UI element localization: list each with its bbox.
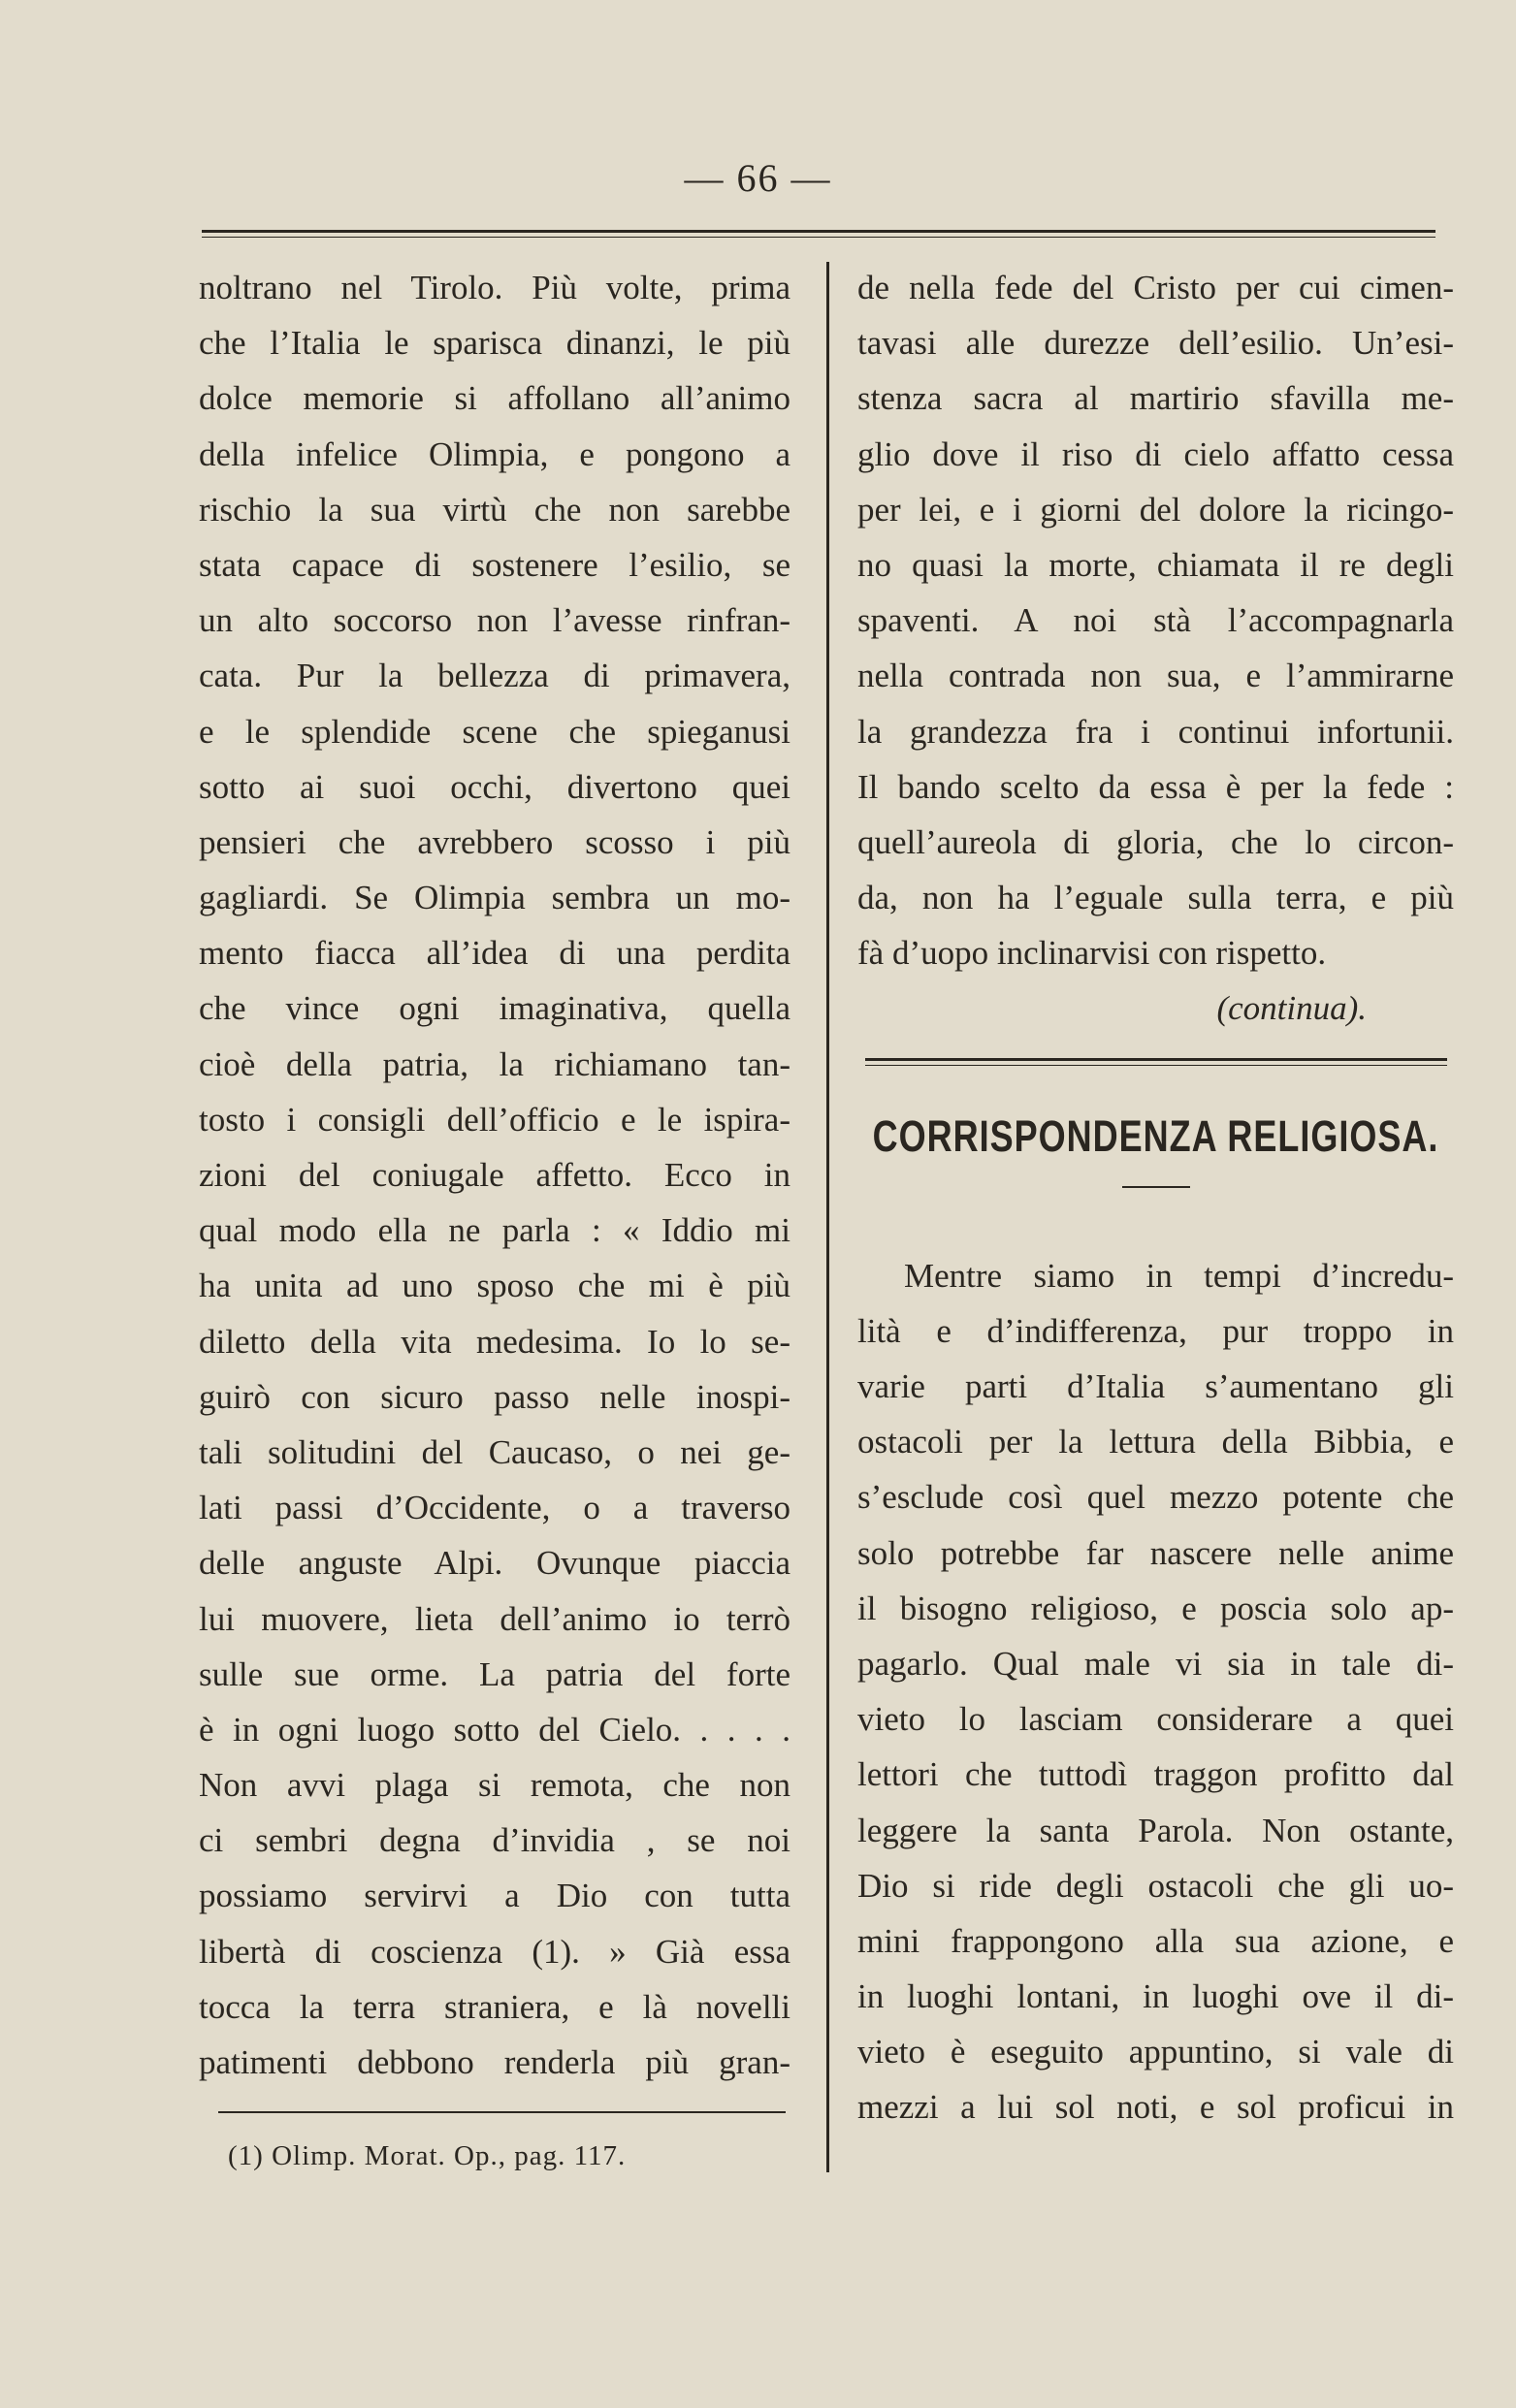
text-line: lui muovere, lieta dell’animo io terrò	[199, 1599, 790, 1638]
text-line: la grandezza fra i continui infortunii.	[857, 712, 1454, 751]
text-line: sulle sue orme. La patria del forte	[199, 1654, 790, 1693]
text-line: patimenti debbono renderla più gran-	[199, 2043, 790, 2081]
section-title: CORRISPONDENZA RELIGIOSA.	[872, 1110, 1439, 1161]
left-column-text	[199, 260, 790, 2090]
right-column	[857, 260, 1454, 2135]
text-line: da, non ha l’eguale sulla terra, e più	[857, 879, 1454, 917]
text-line: pensieri che avrebbero scosso i più	[199, 822, 790, 861]
text-line: tocca la terra straniera, e là novelli	[199, 1987, 790, 2026]
text-line: che l’Italia le sparisca dinanzi, le più	[199, 324, 790, 363]
text-line: noltrano nel Tirolo. Più volte, prima	[199, 269, 790, 306]
text-line: ci sembri degna d’invidia , se noi	[199, 1821, 790, 1860]
text-line: varie parti d’Italia s’aumentano gli	[857, 1367, 1454, 1405]
text-line: libertà di coscienza (1). » Già essa	[199, 1932, 790, 1971]
footnote-rule	[218, 2111, 786, 2113]
text-line: spaventi. A noi stà l’accompagnarla	[857, 601, 1454, 640]
text-line: rischio la sua virtù che non sarebbe	[199, 490, 790, 529]
text-line: vieto lo lasciam considerare a quei	[857, 1700, 1454, 1739]
text-line: de nella fede del Cristo per cui cimen-	[857, 269, 1454, 306]
text-line: nella contrada non sua, e l’ammirarne	[857, 657, 1454, 695]
text-line: Il bando scelto da essa è per la fede :	[857, 767, 1454, 806]
text-line: vieto è eseguito appuntino, si vale di	[857, 2033, 1454, 2071]
text-line: solo potrebbe far nascere nelle anime	[857, 1533, 1454, 1572]
title-underline	[1122, 1186, 1190, 1188]
text-line: Dio si ride degli ostacoli che gli uo-	[857, 1866, 1454, 1905]
text-line: mini frappongono alla sua azione, e	[857, 1921, 1454, 1960]
text-line: pagarlo. Qual male vi sia in tale di-	[857, 1644, 1454, 1683]
text-line: sotto ai suoi occhi, divertono quei	[199, 767, 790, 806]
text-line: delle anguste Alpi. Ovunque piaccia	[199, 1544, 790, 1583]
text-line: qual modo ella ne parla : « Iddio mi	[199, 1211, 790, 1250]
text-line: Non avvi plaga si remota, che non	[199, 1766, 790, 1805]
text-line: Mentre siamo in tempi d’incredu-	[904, 1256, 1454, 1295]
text-line: per lei, e i giorni del dolore la ricingo-	[857, 490, 1454, 529]
text-line: quell’aureola di gloria, che lo circon-	[857, 822, 1454, 861]
column-divider	[826, 262, 829, 2172]
text-line: è in ogni luogo sotto del Cielo. . . . .	[199, 1710, 790, 1749]
text-line: mento fiacca all’idea di una perdita	[199, 934, 790, 973]
text-line: possiamo servirvi a Dio con tutta	[199, 1877, 790, 1915]
text-line: glio dove il riso di cielo affatto cessa	[857, 434, 1454, 473]
text-line: cata. Pur la bellezza di primavera,	[199, 657, 790, 695]
text-line: lati passi d’Occidente, o a traverso	[199, 1489, 790, 1527]
footnote: (1) Olimp. Morat. Op., pag. 117.	[228, 2140, 627, 2172]
text-line: gagliardi. Se Olimpia sembra un mo-	[199, 879, 790, 917]
text-line: stenza sacra al martirio sfavilla me-	[857, 379, 1454, 418]
text-line: della infelice Olimpia, e pongono a	[199, 434, 790, 473]
text-line: fà d’uopo inclinarvisi con rispetto.	[857, 934, 1327, 973]
text-line: ha unita ad uno sposo che mi è più	[199, 1267, 790, 1305]
text-line: tavasi alle durezze dell’esilio. Un’esi-	[857, 324, 1454, 363]
text-line: leggere la santa Parola. Non ostante,	[857, 1811, 1454, 1849]
left-column	[199, 260, 790, 2175]
text-line: tosto i consigli dell’officio e le ispira-	[199, 1100, 790, 1139]
right-column-text-top	[857, 260, 1454, 980]
text-line: tali solitudini del Caucaso, o nei ge-	[199, 1432, 790, 1471]
text-line: che vince ogni imaginativa, quella	[199, 989, 790, 1028]
text-line: no quasi la morte, chiamata il re degli	[857, 545, 1454, 584]
text-line: in luoghi lontani, in luoghi ove il di-	[857, 1977, 1454, 2016]
text-line: guirò con sicuro passo nelle inospi-	[199, 1377, 790, 1416]
right-column-text-bottom	[857, 1248, 1454, 2135]
page-number: — 66 —	[684, 156, 832, 200]
text-line: stata capace di sostenere l’esilio, se	[199, 545, 790, 584]
header-rule	[202, 230, 1435, 238]
text-line: lità e d’indifferenza, pur troppo in	[857, 1311, 1454, 1350]
text-line: diletto della vita medesima. Io lo se-	[199, 1322, 790, 1361]
text-line: il bisogno religioso, e poscia solo ap-	[857, 1589, 1454, 1627]
text-line: e le splendide scene che spieganusi	[199, 712, 790, 751]
text-line: s’esclude così quel mezzo potente che	[857, 1478, 1454, 1517]
continua-note: (continua).	[1216, 989, 1367, 1028]
text-line: lettori che tuttodì traggon profitto dal	[857, 1755, 1454, 1794]
text-line: mezzi a lui sol noti, e sol proficui in	[857, 2088, 1454, 2127]
text-line: un alto soccorso non l’avesse rinfran-	[199, 601, 790, 640]
text-line: zioni del coniugale affetto. Ecco in	[199, 1156, 790, 1194]
text-line: ostacoli per la lettura della Bibbia, e	[857, 1423, 1454, 1461]
section-rule	[865, 1058, 1447, 1066]
text-line: cioè della patria, la richiamano tan-	[199, 1044, 790, 1083]
text-line: dolce memorie si affollano all’animo	[199, 379, 790, 418]
